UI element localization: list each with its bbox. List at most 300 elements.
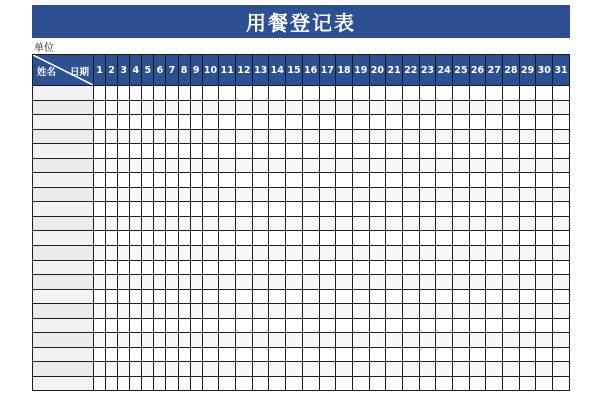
day-cell-15[interactable] [286,246,303,261]
day-cell-9[interactable] [190,100,202,115]
day-cell-27[interactable] [486,246,503,261]
day-cell-19[interactable] [352,129,369,144]
day-cell-2[interactable] [106,202,118,217]
day-cell-14[interactable] [269,246,286,261]
day-cell-13[interactable] [252,362,269,377]
day-cell-7[interactable] [166,100,178,115]
day-cell-11[interactable] [219,187,236,202]
day-cell-4[interactable] [130,362,142,377]
day-cell-3[interactable] [118,173,130,188]
day-cell-26[interactable] [469,289,486,304]
day-cell-16[interactable] [302,216,319,231]
day-cell-14[interactable] [269,216,286,231]
day-cell-5[interactable] [142,231,154,246]
day-cell-11[interactable] [219,304,236,319]
day-cell-23[interactable] [419,260,436,275]
day-cell-15[interactable] [286,173,303,188]
day-cell-22[interactable] [402,173,419,188]
day-cell-12[interactable] [236,202,253,217]
day-cell-7[interactable] [166,187,178,202]
day-cell-11[interactable] [219,216,236,231]
day-cell-14[interactable] [269,275,286,290]
name-cell[interactable] [33,289,94,304]
day-cell-12[interactable] [236,158,253,173]
day-cell-25[interactable] [453,347,470,362]
name-cell[interactable] [33,318,94,333]
day-cell-3[interactable] [118,289,130,304]
day-cell-12[interactable] [236,187,253,202]
day-cell-10[interactable] [202,129,219,144]
day-cell-14[interactable] [269,231,286,246]
day-cell-12[interactable] [236,318,253,333]
day-cell-8[interactable] [178,158,190,173]
day-cell-7[interactable] [166,376,178,391]
day-cell-18[interactable] [336,216,353,231]
day-cell-3[interactable] [118,115,130,130]
day-cell-20[interactable] [369,304,386,319]
day-cell-28[interactable] [503,144,520,159]
day-cell-12[interactable] [236,86,253,101]
day-cell-8[interactable] [178,216,190,231]
day-cell-29[interactable] [519,275,536,290]
day-cell-18[interactable] [336,202,353,217]
day-cell-19[interactable] [352,376,369,391]
day-cell-15[interactable] [286,231,303,246]
day-cell-29[interactable] [519,304,536,319]
day-cell-22[interactable] [402,158,419,173]
day-cell-15[interactable] [286,275,303,290]
day-cell-23[interactable] [419,158,436,173]
day-cell-19[interactable] [352,100,369,115]
day-cell-23[interactable] [419,376,436,391]
day-cell-4[interactable] [130,289,142,304]
day-cell-9[interactable] [190,347,202,362]
day-cell-11[interactable] [219,173,236,188]
day-cell-9[interactable] [190,187,202,202]
day-cell-14[interactable] [269,100,286,115]
day-cell-3[interactable] [118,202,130,217]
day-cell-28[interactable] [503,289,520,304]
day-cell-15[interactable] [286,86,303,101]
day-cell-28[interactable] [503,260,520,275]
day-cell-5[interactable] [142,260,154,275]
day-cell-26[interactable] [469,115,486,130]
day-cell-14[interactable] [269,86,286,101]
day-cell-11[interactable] [219,158,236,173]
day-cell-10[interactable] [202,158,219,173]
day-cell-18[interactable] [336,115,353,130]
day-cell-10[interactable] [202,187,219,202]
day-cell-4[interactable] [130,318,142,333]
day-cell-10[interactable] [202,216,219,231]
day-cell-20[interactable] [369,129,386,144]
day-cell-6[interactable] [154,275,166,290]
day-cell-20[interactable] [369,347,386,362]
day-cell-13[interactable] [252,187,269,202]
day-cell-2[interactable] [106,246,118,261]
day-cell-26[interactable] [469,216,486,231]
day-cell-19[interactable] [352,202,369,217]
day-cell-4[interactable] [130,202,142,217]
day-cell-17[interactable] [319,173,336,188]
day-cell-3[interactable] [118,86,130,101]
day-cell-26[interactable] [469,362,486,377]
day-cell-12[interactable] [236,100,253,115]
day-cell-15[interactable] [286,304,303,319]
day-cell-31[interactable] [553,362,570,377]
day-cell-25[interactable] [453,115,470,130]
day-cell-8[interactable] [178,362,190,377]
day-cell-29[interactable] [519,246,536,261]
day-cell-2[interactable] [106,304,118,319]
day-cell-26[interactable] [469,129,486,144]
day-cell-10[interactable] [202,275,219,290]
day-cell-30[interactable] [536,347,553,362]
day-cell-15[interactable] [286,347,303,362]
day-cell-30[interactable] [536,304,553,319]
day-cell-16[interactable] [302,275,319,290]
day-cell-6[interactable] [154,173,166,188]
day-cell-7[interactable] [166,231,178,246]
day-cell-29[interactable] [519,144,536,159]
day-cell-15[interactable] [286,216,303,231]
day-cell-16[interactable] [302,318,319,333]
day-cell-22[interactable] [402,187,419,202]
day-cell-24[interactable] [436,115,453,130]
day-cell-20[interactable] [369,289,386,304]
day-cell-11[interactable] [219,86,236,101]
day-cell-10[interactable] [202,86,219,101]
day-cell-4[interactable] [130,260,142,275]
day-cell-19[interactable] [352,173,369,188]
day-cell-8[interactable] [178,347,190,362]
day-cell-28[interactable] [503,318,520,333]
day-cell-24[interactable] [436,275,453,290]
name-cell[interactable] [33,275,94,290]
day-cell-14[interactable] [269,173,286,188]
day-cell-28[interactable] [503,275,520,290]
day-cell-19[interactable] [352,304,369,319]
day-cell-5[interactable] [142,362,154,377]
day-cell-17[interactable] [319,260,336,275]
day-cell-16[interactable] [302,260,319,275]
day-cell-15[interactable] [286,187,303,202]
day-cell-10[interactable] [202,115,219,130]
day-cell-9[interactable] [190,376,202,391]
day-cell-20[interactable] [369,246,386,261]
day-cell-23[interactable] [419,100,436,115]
day-cell-14[interactable] [269,376,286,391]
day-cell-20[interactable] [369,144,386,159]
name-cell[interactable] [33,187,94,202]
day-cell-17[interactable] [319,187,336,202]
day-cell-31[interactable] [553,129,570,144]
day-cell-30[interactable] [536,115,553,130]
day-cell-27[interactable] [486,318,503,333]
day-cell-24[interactable] [436,376,453,391]
day-cell-10[interactable] [202,100,219,115]
day-cell-17[interactable] [319,318,336,333]
day-cell-24[interactable] [436,304,453,319]
day-cell-1[interactable] [93,86,105,101]
day-cell-13[interactable] [252,333,269,348]
day-cell-19[interactable] [352,362,369,377]
day-cell-30[interactable] [536,187,553,202]
day-cell-16[interactable] [302,100,319,115]
day-cell-20[interactable] [369,231,386,246]
day-cell-21[interactable] [386,216,403,231]
day-cell-6[interactable] [154,144,166,159]
day-cell-24[interactable] [436,333,453,348]
day-cell-29[interactable] [519,158,536,173]
day-cell-1[interactable] [93,231,105,246]
day-cell-20[interactable] [369,275,386,290]
day-cell-22[interactable] [402,115,419,130]
day-cell-4[interactable] [130,129,142,144]
day-cell-4[interactable] [130,376,142,391]
day-cell-11[interactable] [219,246,236,261]
day-cell-30[interactable] [536,202,553,217]
day-cell-18[interactable] [336,144,353,159]
day-cell-18[interactable] [336,187,353,202]
day-cell-15[interactable] [286,289,303,304]
day-cell-26[interactable] [469,86,486,101]
day-cell-25[interactable] [453,231,470,246]
day-cell-7[interactable] [166,246,178,261]
day-cell-31[interactable] [553,318,570,333]
name-cell[interactable] [33,260,94,275]
day-cell-18[interactable] [336,86,353,101]
day-cell-10[interactable] [202,231,219,246]
day-cell-15[interactable] [286,260,303,275]
day-cell-6[interactable] [154,216,166,231]
day-cell-28[interactable] [503,347,520,362]
day-cell-20[interactable] [369,100,386,115]
day-cell-16[interactable] [302,158,319,173]
day-cell-21[interactable] [386,347,403,362]
day-cell-4[interactable] [130,216,142,231]
day-cell-11[interactable] [219,333,236,348]
day-cell-10[interactable] [202,260,219,275]
day-cell-11[interactable] [219,260,236,275]
day-cell-28[interactable] [503,158,520,173]
day-cell-28[interactable] [503,333,520,348]
day-cell-8[interactable] [178,376,190,391]
day-cell-11[interactable] [219,362,236,377]
day-cell-22[interactable] [402,129,419,144]
day-cell-26[interactable] [469,304,486,319]
day-cell-13[interactable] [252,158,269,173]
day-cell-10[interactable] [202,173,219,188]
day-cell-5[interactable] [142,275,154,290]
day-cell-2[interactable] [106,100,118,115]
day-cell-30[interactable] [536,318,553,333]
day-cell-1[interactable] [93,216,105,231]
day-cell-17[interactable] [319,100,336,115]
day-cell-25[interactable] [453,173,470,188]
day-cell-27[interactable] [486,115,503,130]
day-cell-31[interactable] [553,246,570,261]
day-cell-10[interactable] [202,376,219,391]
day-cell-27[interactable] [486,304,503,319]
day-cell-21[interactable] [386,318,403,333]
day-cell-25[interactable] [453,318,470,333]
name-cell[interactable] [33,333,94,348]
day-cell-27[interactable] [486,202,503,217]
day-cell-24[interactable] [436,260,453,275]
day-cell-13[interactable] [252,129,269,144]
day-cell-26[interactable] [469,318,486,333]
day-cell-24[interactable] [436,362,453,377]
name-cell[interactable] [33,202,94,217]
day-cell-5[interactable] [142,100,154,115]
day-cell-12[interactable] [236,376,253,391]
day-cell-13[interactable] [252,115,269,130]
day-cell-8[interactable] [178,246,190,261]
day-cell-27[interactable] [486,275,503,290]
day-cell-19[interactable] [352,216,369,231]
day-cell-1[interactable] [93,275,105,290]
day-cell-7[interactable] [166,275,178,290]
day-cell-12[interactable] [236,173,253,188]
day-cell-23[interactable] [419,115,436,130]
day-cell-16[interactable] [302,347,319,362]
day-cell-17[interactable] [319,115,336,130]
day-cell-20[interactable] [369,158,386,173]
day-cell-19[interactable] [352,231,369,246]
day-cell-7[interactable] [166,333,178,348]
day-cell-9[interactable] [190,333,202,348]
day-cell-10[interactable] [202,318,219,333]
name-cell[interactable] [33,86,94,101]
day-cell-21[interactable] [386,246,403,261]
day-cell-30[interactable] [536,144,553,159]
day-cell-28[interactable] [503,100,520,115]
day-cell-31[interactable] [553,115,570,130]
day-cell-2[interactable] [106,260,118,275]
day-cell-18[interactable] [336,318,353,333]
day-cell-26[interactable] [469,376,486,391]
day-cell-19[interactable] [352,260,369,275]
day-cell-21[interactable] [386,231,403,246]
day-cell-22[interactable] [402,231,419,246]
day-cell-29[interactable] [519,187,536,202]
day-cell-7[interactable] [166,260,178,275]
day-cell-17[interactable] [319,231,336,246]
day-cell-12[interactable] [236,216,253,231]
day-cell-16[interactable] [302,129,319,144]
day-cell-29[interactable] [519,173,536,188]
day-cell-25[interactable] [453,246,470,261]
day-cell-27[interactable] [486,376,503,391]
day-cell-24[interactable] [436,216,453,231]
day-cell-29[interactable] [519,333,536,348]
day-cell-10[interactable] [202,362,219,377]
day-cell-19[interactable] [352,86,369,101]
day-cell-7[interactable] [166,289,178,304]
day-cell-14[interactable] [269,144,286,159]
day-cell-10[interactable] [202,304,219,319]
day-cell-31[interactable] [553,333,570,348]
day-cell-29[interactable] [519,129,536,144]
day-cell-20[interactable] [369,260,386,275]
day-cell-16[interactable] [302,202,319,217]
day-cell-24[interactable] [436,158,453,173]
day-cell-19[interactable] [352,318,369,333]
day-cell-3[interactable] [118,333,130,348]
day-cell-23[interactable] [419,304,436,319]
day-cell-5[interactable] [142,289,154,304]
day-cell-3[interactable] [118,304,130,319]
day-cell-18[interactable] [336,304,353,319]
day-cell-4[interactable] [130,246,142,261]
day-cell-23[interactable] [419,187,436,202]
day-cell-7[interactable] [166,347,178,362]
day-cell-29[interactable] [519,115,536,130]
day-cell-6[interactable] [154,246,166,261]
day-cell-4[interactable] [130,333,142,348]
day-cell-31[interactable] [553,376,570,391]
day-cell-22[interactable] [402,216,419,231]
day-cell-9[interactable] [190,231,202,246]
day-cell-21[interactable] [386,333,403,348]
day-cell-10[interactable] [202,333,219,348]
day-cell-25[interactable] [453,144,470,159]
day-cell-3[interactable] [118,347,130,362]
day-cell-16[interactable] [302,187,319,202]
day-cell-23[interactable] [419,246,436,261]
day-cell-22[interactable] [402,144,419,159]
day-cell-27[interactable] [486,289,503,304]
day-cell-26[interactable] [469,202,486,217]
day-cell-19[interactable] [352,333,369,348]
day-cell-26[interactable] [469,173,486,188]
day-cell-8[interactable] [178,275,190,290]
day-cell-22[interactable] [402,289,419,304]
day-cell-22[interactable] [402,362,419,377]
day-cell-4[interactable] [130,115,142,130]
day-cell-16[interactable] [302,173,319,188]
day-cell-17[interactable] [319,129,336,144]
day-cell-24[interactable] [436,246,453,261]
day-cell-11[interactable] [219,376,236,391]
day-cell-26[interactable] [469,187,486,202]
day-cell-8[interactable] [178,318,190,333]
day-cell-30[interactable] [536,289,553,304]
day-cell-6[interactable] [154,100,166,115]
day-cell-1[interactable] [93,304,105,319]
day-cell-11[interactable] [219,275,236,290]
day-cell-7[interactable] [166,144,178,159]
day-cell-6[interactable] [154,333,166,348]
day-cell-5[interactable] [142,318,154,333]
day-cell-13[interactable] [252,231,269,246]
day-cell-29[interactable] [519,260,536,275]
day-cell-20[interactable] [369,115,386,130]
day-cell-7[interactable] [166,115,178,130]
day-cell-23[interactable] [419,216,436,231]
day-cell-26[interactable] [469,144,486,159]
day-cell-12[interactable] [236,333,253,348]
day-cell-1[interactable] [93,100,105,115]
day-cell-2[interactable] [106,376,118,391]
day-cell-22[interactable] [402,376,419,391]
day-cell-5[interactable] [142,129,154,144]
day-cell-27[interactable] [486,144,503,159]
day-cell-21[interactable] [386,304,403,319]
day-cell-30[interactable] [536,260,553,275]
day-cell-3[interactable] [118,246,130,261]
